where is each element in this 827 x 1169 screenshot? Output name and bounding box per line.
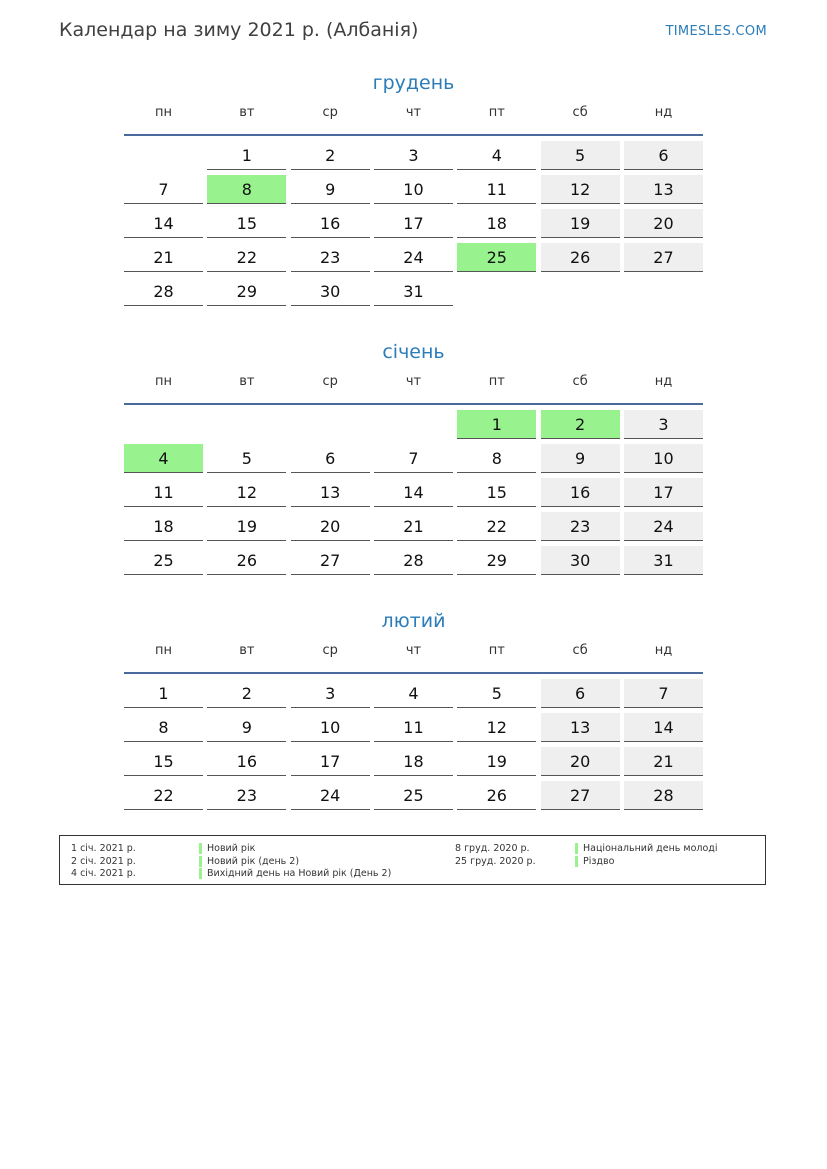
weekday-header — [124, 105, 703, 125]
day-cell: 29 — [457, 546, 536, 575]
day-cell: 14 — [374, 478, 453, 507]
weekday-label: пн — [155, 643, 172, 658]
day-cell: 22 — [457, 512, 536, 541]
day-cell: 2 — [207, 679, 286, 708]
legend-date: 25 груд. 2020 р. — [455, 855, 536, 867]
weekday-label: пн — [155, 105, 172, 120]
day-cell: 2 — [291, 141, 370, 170]
weekday-label: пт — [488, 105, 505, 120]
weekday-label: чт — [405, 105, 422, 120]
day-cell: 14 — [624, 713, 703, 742]
day-cell: 17 — [624, 478, 703, 507]
day-cell: 28 — [374, 546, 453, 575]
weekday-label: пт — [488, 374, 505, 389]
empty-cell — [291, 410, 370, 439]
day-cell: 19 — [207, 512, 286, 541]
day-cell: 26 — [457, 781, 536, 810]
day-cell: 11 — [457, 175, 536, 204]
day-cell: 3 — [291, 679, 370, 708]
day-cell: 20 — [291, 512, 370, 541]
day-cell: 17 — [291, 747, 370, 776]
day-cell: 10 — [374, 175, 453, 204]
day-cell: 18 — [124, 512, 203, 541]
day-cell: 19 — [457, 747, 536, 776]
day-cell: 25 — [124, 546, 203, 575]
day-cell: 3 — [624, 410, 703, 439]
day-cell: 12 — [207, 478, 286, 507]
day-cell: 7 — [124, 175, 203, 204]
day-cell: 28 — [624, 781, 703, 810]
day-cell: 18 — [457, 209, 536, 238]
day-cell: 22 — [124, 781, 203, 810]
day-cell: 16 — [291, 209, 370, 238]
holiday-day-cell: 2 — [541, 410, 620, 439]
holiday-legend — [59, 835, 766, 885]
weekday-label: вт — [239, 643, 255, 658]
weekday-label: вт — [239, 374, 255, 389]
day-cell: 31 — [374, 277, 453, 306]
day-cell: 19 — [541, 209, 620, 238]
weekday-label: пт — [488, 643, 505, 658]
day-cell: 17 — [374, 209, 453, 238]
day-cell: 26 — [207, 546, 286, 575]
legend-date: 4 січ. 2021 р. — [71, 868, 136, 879]
day-cell: 11 — [124, 478, 203, 507]
empty-cell — [207, 410, 286, 439]
day-cell: 15 — [207, 209, 286, 238]
legend-holiday-name: Національний день молоді — [575, 843, 717, 854]
weekday-label: вт — [239, 105, 255, 120]
day-cell: 3 — [374, 141, 453, 170]
day-cell: 10 — [291, 713, 370, 742]
day-cell: 16 — [541, 478, 620, 507]
day-cell: 24 — [291, 781, 370, 810]
weekday-label: сб — [572, 374, 588, 389]
day-grid — [124, 141, 703, 306]
month-name: грудень — [372, 72, 455, 94]
page-title: Календар на зиму 2021 р. (Албанія) — [59, 19, 419, 41]
day-cell: 20 — [541, 747, 620, 776]
day-cell: 21 — [624, 747, 703, 776]
month-name: лютий — [381, 610, 446, 632]
brand-link[interactable]: TIMESLES.COM — [665, 24, 767, 39]
day-cell: 23 — [291, 243, 370, 272]
weekday-label: чт — [405, 374, 422, 389]
month-calendar — [124, 338, 703, 575]
weekday-header — [124, 374, 703, 394]
day-cell: 15 — [124, 747, 203, 776]
day-cell: 23 — [541, 512, 620, 541]
day-cell: 12 — [457, 713, 536, 742]
weekday-label: нд — [654, 643, 673, 658]
day-cell: 13 — [291, 478, 370, 507]
header-divider — [124, 672, 703, 674]
day-cell: 20 — [624, 209, 703, 238]
holiday-day-cell: 8 — [207, 175, 286, 204]
day-cell: 9 — [541, 444, 620, 473]
holiday-day-cell: 1 — [457, 410, 536, 439]
legend-date: 1 січ. 2021 р. — [71, 843, 136, 854]
day-cell: 8 — [124, 713, 203, 742]
day-cell: 28 — [124, 277, 203, 306]
month-calendar — [124, 607, 703, 810]
weekday-label: ср — [322, 643, 338, 658]
day-cell: 30 — [291, 277, 370, 306]
day-cell: 13 — [541, 713, 620, 742]
day-cell: 14 — [124, 209, 203, 238]
day-cell: 24 — [374, 243, 453, 272]
day-cell: 10 — [624, 444, 703, 473]
day-cell: 4 — [457, 141, 536, 170]
day-grid — [124, 679, 703, 810]
day-cell: 22 — [207, 243, 286, 272]
day-cell: 6 — [541, 679, 620, 708]
day-cell: 6 — [291, 444, 370, 473]
holiday-day-cell: 25 — [457, 243, 536, 272]
day-cell: 24 — [624, 512, 703, 541]
day-cell: 11 — [374, 713, 453, 742]
header-divider — [124, 134, 703, 136]
holiday-day-cell: 4 — [124, 444, 203, 473]
day-cell: 7 — [374, 444, 453, 473]
weekday-label: чт — [405, 643, 422, 658]
day-cell: 5 — [457, 679, 536, 708]
month-name: січень — [382, 341, 445, 363]
day-cell: 29 — [207, 277, 286, 306]
day-cell: 9 — [291, 175, 370, 204]
day-cell: 18 — [374, 747, 453, 776]
day-cell: 9 — [207, 713, 286, 742]
day-cell: 4 — [374, 679, 453, 708]
legend-holiday-name: Вихідний день на Новий рік (День 2) — [199, 868, 391, 879]
day-cell: 26 — [541, 243, 620, 272]
day-grid — [124, 410, 703, 575]
day-cell: 15 — [457, 478, 536, 507]
day-cell: 25 — [374, 781, 453, 810]
weekday-label: пн — [155, 374, 172, 389]
weekday-label: нд — [654, 374, 673, 389]
day-cell: 30 — [541, 546, 620, 575]
day-cell: 8 — [457, 444, 536, 473]
day-cell: 1 — [124, 679, 203, 708]
day-cell: 27 — [624, 243, 703, 272]
legend-holiday-name: Новий рік (день 2) — [199, 856, 299, 867]
legend-date: 8 груд. 2020 р. — [455, 843, 530, 854]
weekday-label: сб — [572, 105, 588, 120]
day-cell: 21 — [124, 243, 203, 272]
legend-date: 2 січ. 2021 р. — [71, 855, 136, 867]
weekday-header — [124, 643, 703, 663]
legend-holiday-name: Новий рік — [199, 843, 255, 854]
day-cell: 21 — [374, 512, 453, 541]
empty-cell — [124, 410, 203, 439]
day-cell: 7 — [624, 679, 703, 708]
empty-cell — [124, 141, 203, 170]
header-divider — [124, 403, 703, 405]
day-cell: 13 — [624, 175, 703, 204]
month-calendar — [124, 69, 703, 306]
day-cell: 12 — [541, 175, 620, 204]
day-cell: 5 — [207, 444, 286, 473]
day-cell: 23 — [207, 781, 286, 810]
weekday-label: ср — [322, 374, 338, 389]
day-cell: 16 — [207, 747, 286, 776]
weekday-label: сб — [572, 643, 588, 658]
day-cell: 31 — [624, 546, 703, 575]
day-cell: 27 — [541, 781, 620, 810]
day-cell: 5 — [541, 141, 620, 170]
legend-holiday-name: Різдво — [575, 856, 614, 867]
weekday-label: ср — [322, 105, 338, 120]
day-cell: 1 — [207, 141, 286, 170]
weekday-label: нд — [654, 105, 673, 120]
day-cell: 6 — [624, 141, 703, 170]
day-cell: 27 — [291, 546, 370, 575]
empty-cell — [374, 410, 453, 439]
